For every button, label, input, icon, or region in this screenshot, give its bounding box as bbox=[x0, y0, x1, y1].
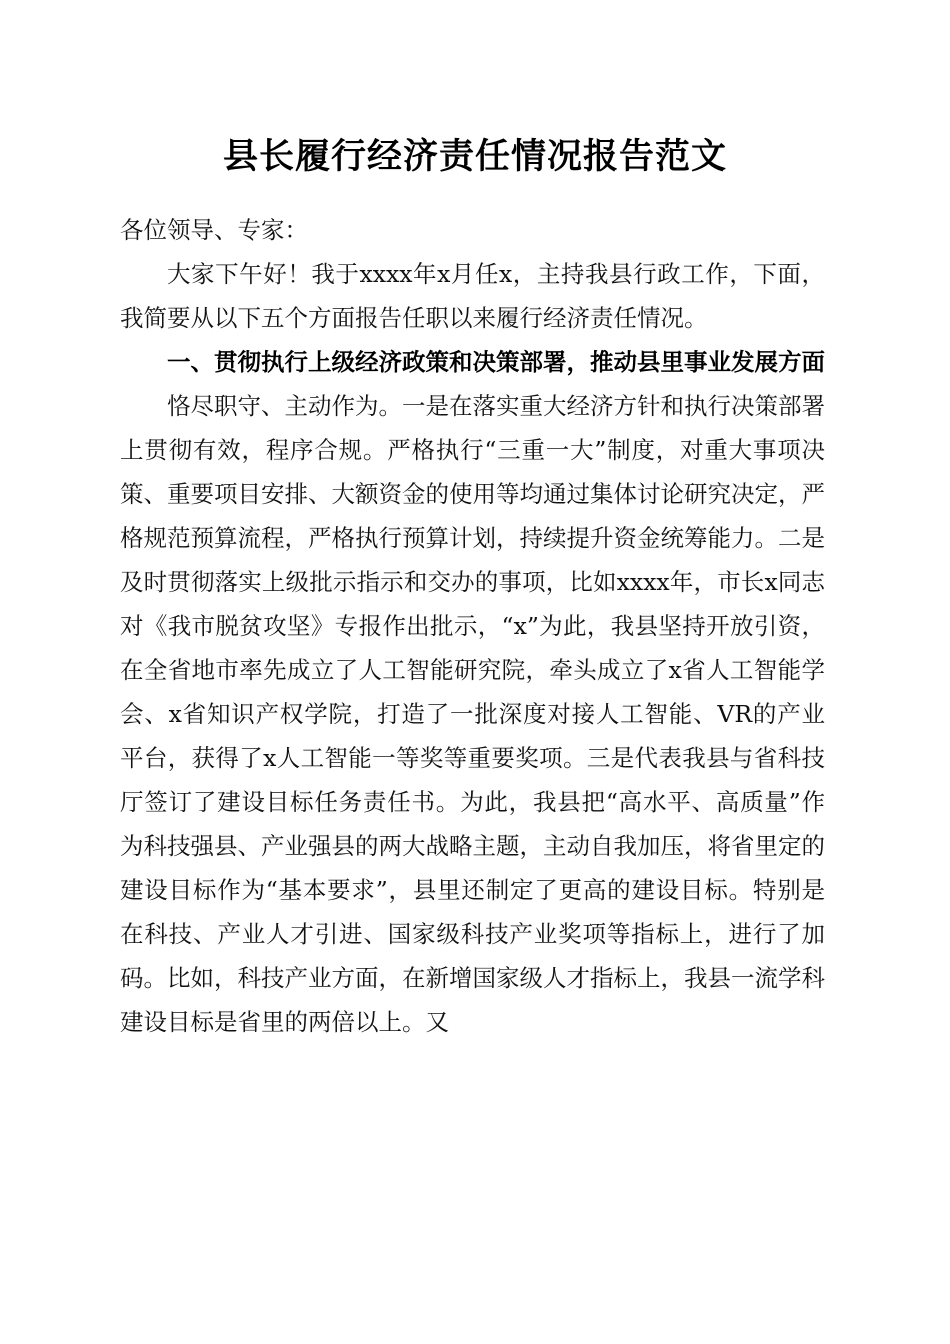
intro-paragraph: 大家下午好！我于xxxx年x月任x，主持我县行政工作，下面，我简要从以下五个方面报告任职以来履行经济责任情况。 bbox=[120, 260, 825, 332]
section-heading-1: 一、贯彻执行上级经济政策和决策部署，推动县里事业发展方面 bbox=[167, 348, 825, 376]
document-body bbox=[120, 208, 825, 1044]
document-title: 县长履行经济责任情况报告范文 bbox=[222, 136, 727, 177]
section-1-paragraph: 恪尽职守、主动作为。一是在落实重大经济方针和执行决策部署上贯彻有效，程序合规。严格执行“三重一大”制度，对重大事项决策、重要项目安排、大额资金的使用等均通过集体讨论研究决定，严格规范预算流程，严格执行预算计划，持续提升资金统筹能力。二是及时贯彻落实上级批示指示和交办的事项，比如xxxx年，市长x同志对《我市脱贫攻坚》专报作出批示，“x”为此，我县坚持开放引资，在全省地市率先成立了人工智能研究院，牵头成立了x省人工智能学会、x省知识产权学院，打造了一批深度对接人工智能、VR的产业平台，获得了x人工智能一等奖等重要奖项。三是代表我县与省科技厅签订了建设目标任务责任书。为此，我县把“高水平、高质量”作为科技强县、产业强县的两大战略主题，主动自我加压，将省里定的建设目标作为“基本要求”，县里还制定了更高的建设目标。特别是在科技、产业人才引进、国家级科技产业奖项等指标上，进行了加码。比如，科技产业方面，在新增国家级人才指标上，我县一流学科建设目标是省里的两倍以上。又 bbox=[120, 392, 825, 1036]
salutation: 各位领导、专家： bbox=[120, 216, 308, 244]
